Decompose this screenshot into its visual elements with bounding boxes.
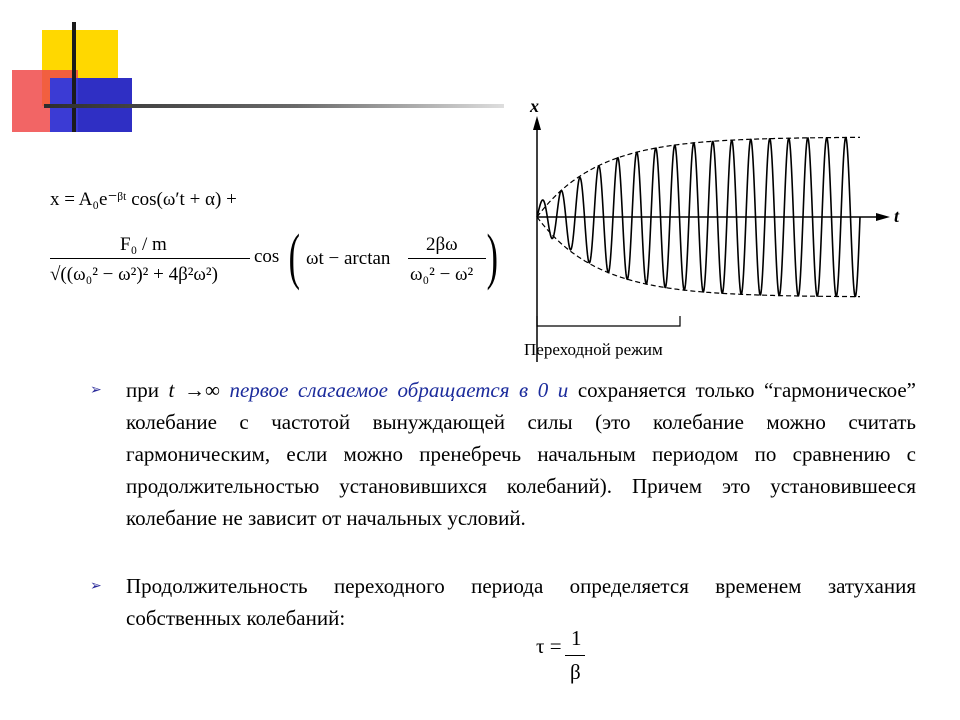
- equation-fraction-bar: [50, 258, 250, 259]
- b1-italic: первое слагаемое обращается в 0 и: [229, 378, 569, 402]
- decor-vertical-line: [72, 22, 76, 132]
- equation-line-1: x = A₀e⁻ᵝᵗ cos(ω′t + α) +: [50, 189, 237, 210]
- x-axis-label: t: [894, 206, 900, 226]
- b1-rest: сохраняется только “гармоническое” колебание с частотой вынуждающей силы (это колебание можно считать гармоническим, если можно пренебречь начальным периодом по сравнению с продолжительностью установившихся колебаний). Причем это установившееся колебание не зависит от начальных условий.: [126, 378, 916, 530]
- equation-numerator: F₀ / m: [120, 234, 167, 255]
- b1-t: t: [168, 378, 175, 402]
- bullet-arrow-icon: ➢: [90, 578, 102, 594]
- bullet-2-text: Продолжительность переходного периода определяется временем затухания собственных колебаний:: [126, 574, 916, 630]
- b1-arrow: →∞: [174, 378, 230, 402]
- equation-cos: cos: [254, 246, 280, 267]
- equation-inner-left: ωt − arctan: [306, 248, 391, 269]
- equation-denominator: √((ω₀² − ω²)² + 4β²ω²): [50, 264, 218, 285]
- bullet-1: [90, 374, 916, 534]
- bullet-1-text: [126, 374, 916, 534]
- decor-horizontal-line: [44, 104, 504, 108]
- equation-inner-numerator: 2βω: [426, 234, 458, 255]
- diagram-caption: Переходной режим: [524, 340, 663, 359]
- equation-paren-left: (: [288, 223, 301, 291]
- bullet-2: [90, 570, 916, 634]
- transient-oscillation-diagram: [520, 96, 920, 376]
- tau-lhs: τ =: [536, 634, 562, 658]
- y-axis-arrow: [533, 116, 541, 130]
- bullet-arrow-icon: ➢: [90, 382, 102, 398]
- transient-bracket: [537, 316, 680, 326]
- equation-inner-denominator: ω₀² − ω²: [410, 264, 474, 285]
- tau-fraction-bar: [565, 655, 585, 656]
- tau-denominator: β: [570, 660, 581, 684]
- x-axis-arrow: [876, 213, 890, 221]
- tau-numerator: 1: [571, 626, 582, 650]
- b1-start: при: [126, 378, 169, 402]
- equation-inner-fraction-bar: [408, 258, 486, 259]
- equation-paren-right: ): [486, 223, 499, 291]
- y-axis-label: x: [530, 96, 539, 116]
